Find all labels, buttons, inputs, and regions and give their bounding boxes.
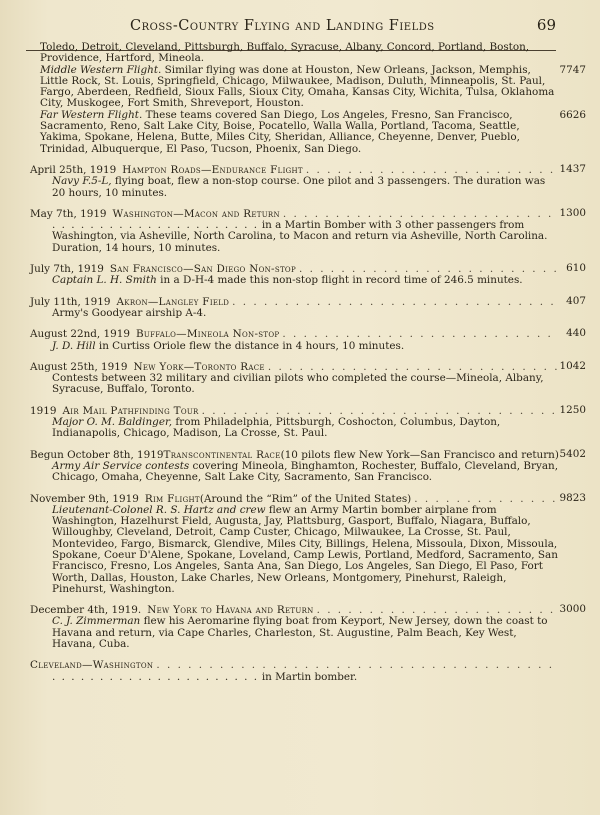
- entry-text: in Martin bomber.: [258, 670, 358, 683]
- running-header: [0, 14, 600, 38]
- flight-entry: [30, 359, 586, 396]
- far-western-miles: 6626: [559, 108, 586, 121]
- entry-miles: 1300: [559, 206, 586, 219]
- flight-entry: [30, 162, 586, 199]
- entry-description: [30, 176, 560, 199]
- entry-date: April 25th, 1919: [30, 163, 117, 176]
- entry-text: in Curtiss Oriole flew the distance in 4 hours, 10 minutes.: [95, 339, 405, 352]
- far-western-paragraph: [30, 108, 586, 155]
- entry-miles: 5402: [559, 447, 586, 460]
- entry-pilot: Major O. M. Baldinger,: [52, 416, 173, 429]
- entry-text: covering Mineola, Binghamton, Rochester, Buffalo, Cleveland, Bryan, Chicago, Omaha, Cheyenne, Salt Lake City, Sacramento, San Francisco.: [52, 459, 559, 484]
- entry-route: Cleveland—Washington: [30, 659, 154, 672]
- running-title: Cross-Country Flying and Landing Fields: [130, 18, 435, 34]
- flight-entries: [30, 162, 586, 683]
- entry-text: Contests between 32 military and civilian pilots who completed the course—Mineola, Albany, Syracuse, Buffalo, Toronto.: [52, 372, 544, 396]
- flight-entry: [30, 660, 560, 683]
- flight-entry: [30, 327, 586, 352]
- flight-entry: [30, 294, 586, 320]
- entry-description: [30, 461, 560, 484]
- entry-description: [30, 505, 560, 595]
- entry-description: [30, 341, 560, 352]
- entry-route: New York to Havana and Return: [147, 604, 314, 617]
- entry-description: [30, 373, 560, 396]
- entry-pilot: Captain L. H. Smith: [52, 274, 157, 287]
- entry-route: Akron—Langley Field: [116, 295, 230, 308]
- entry-text: flew his Aeromarine flying boat from Keyport, New Jersey, down the coast to Havana and return, via Cape Charles, Charleston, St. Augustine, Palm Beach, Key West, Havana, Cuba.: [52, 615, 548, 651]
- entry-pilot: J. D. Hill: [52, 339, 96, 352]
- middle-western-title: Middle Western Flight.: [40, 63, 162, 76]
- entry-description: [30, 275, 560, 286]
- entry-text: in a Martin Bomber with 3 other passengers from Washington, via Asheville, North Carolina, to Macon and return via Asheville, North Carolina. Duration, 14 hours, 10 minutes.: [52, 219, 548, 254]
- entry-miles: 440: [566, 327, 586, 340]
- entry-miles: 1042: [559, 359, 586, 372]
- entry-route-note: (10 pilots flew New York—San Francisco and return): [280, 448, 559, 461]
- middle-western-paragraph: [30, 63, 586, 110]
- entry-date: July 11th, 1919: [30, 295, 111, 308]
- entry-miles: 9823: [559, 491, 586, 504]
- entry-miles: 610: [566, 262, 586, 275]
- intro-block: [30, 41, 586, 155]
- blank-leader: . . . . . . . . . . . . . . . . . . . . . .: [52, 670, 259, 683]
- entry-miles: 1250: [559, 403, 586, 416]
- entry-description: [30, 220, 560, 254]
- flight-entry: [30, 262, 586, 287]
- entry-date: Begun October 8th, 1919: [30, 448, 164, 461]
- entry-pilot: Lieutenant-Colonel R. S. Hartz and crew: [52, 503, 266, 516]
- entry-text: flew an Army Martin bomber airplane from Washington, Hazelhurst Field, Augusta, Jay, Plattsburg, Gasport, Buffalo, Niagara, Buffalo, Willoughby, Cleveland, Detroit, Camp Custer, Chicago, Milwaukee, La Crosse, St. Paul, Montevideo, Fargo, Bismarck, Glendive, Miles City, Billings, Helena, Missoula, Dixon, Missoula, Spokane, Coeur D'Alene, Spokane, Loveland, Camp Lewis, Portland, Medford, Sacramento, San Francisco, Fresno, Los Angeles, Santa Ana, San Diego, Los Angeles, San Diego, El Paso, Fort Worth, Dallas, Houston, Lake Charles, New Orleans, Montgomery, Pinehurst, Raleigh, Pinehurst, Washington.: [52, 503, 558, 595]
- entry-description: [30, 672, 560, 683]
- page-content: [30, 41, 586, 689]
- entry-route: Transcontinental Race: [163, 448, 281, 461]
- entry-route: Rim Flight: [144, 492, 200, 505]
- entry-miles: 1437: [559, 162, 586, 175]
- entry-route: Air Mail Pathfinding Tour: [62, 404, 199, 417]
- entry-route: Washington—Macon and Return: [112, 207, 280, 220]
- entry-text: in a D-H-4 made this non-stop flight in record time of 246.5 minutes.: [156, 274, 523, 287]
- blank-leader: . . . . . . . . . . . . . . . . . . . . . .: [52, 219, 259, 232]
- entry-route: Buffalo—Mineola Non-stop: [135, 328, 280, 341]
- flight-entry: [30, 491, 586, 596]
- entry-description: [30, 417, 560, 440]
- intro-continuation: Toledo, Detroit, Cleveland, Pittsburgh, Buffalo, Syracuse, Albany, Concord, Portland, Boston, Providence, Hartford, Mineola.: [40, 41, 530, 65]
- flight-entry: [30, 447, 586, 484]
- entry-text: Army's Goodyear airship A-4.: [52, 306, 207, 319]
- entry-date: May 7th, 1919: [30, 207, 107, 220]
- entry-date: August 22nd, 1919: [30, 328, 130, 341]
- entry-miles: 3000: [559, 603, 586, 616]
- entry-text: flying boat, flew a non-stop course. One pilot and 3 passengers. The duration was 20 hours, 10 minutes.: [52, 175, 546, 199]
- entry-text: from Philadelphia, Pittsburgh, Coshocton, Columbus, Dayton, Indianapolis, Chicago, Madison, La Crosse, St. Paul.: [52, 416, 501, 440]
- flight-entry: [30, 403, 586, 440]
- entry-description: [30, 308, 560, 319]
- entry-route: New York—Toronto Race: [133, 360, 265, 373]
- entry-description: [30, 616, 560, 650]
- entry-date: August 25th, 1919: [30, 360, 128, 373]
- entry-date: July 7th, 1919: [30, 263, 104, 276]
- entry-date: November 9th, 1919: [30, 492, 139, 505]
- entry-route: San Francisco—San Diego Non-stop: [109, 263, 296, 276]
- flight-entry: [30, 603, 586, 651]
- middle-western-text: Similar flying was done at Houston, New Orleans, Jackson, Memphis, Little Rock, St. Louis, Springfield, Chicago, Milwaukee, Madison, Duluth, Minneapolis, St. Paul, Fargo, Aberdeen, Redfield, Sioux Falls, Sioux City, Omaha, Kansas City, Wichita, Tulsa, Oklahoma City, Muskogee, Fort Smith, Shreveport, Houston.: [40, 63, 555, 110]
- page-number: 69: [536, 16, 556, 34]
- middle-western-miles: 7747: [559, 63, 586, 76]
- far-western-text: These teams covered San Diego, Los Angeles, Fresno, San Francisco, Sacramento, Reno, Salt Lake City, Boise, Pocatello, Walla Walla, Portland, Tacoma, Seattle, Yakima, Spokane, Helena, Butte, Miles City, Sheridan, Alliance, Cheyenne, Denver, Pueblo, Trinidad, Albuquerque, El Paso, Tucson, Phoenix, San Diego.: [40, 108, 520, 155]
- entry-pilot: Army Air Service contests: [52, 459, 190, 472]
- entry-pilot: C. J. Zimmerman: [52, 615, 141, 628]
- far-western-title: Far Western Flight.: [40, 108, 143, 121]
- entry-pilot: Navy F.5-L,: [52, 175, 112, 188]
- flight-entry: [30, 206, 586, 254]
- entry-route-note: (Around the “Rim” of the United States): [199, 492, 412, 505]
- leader-dots: [232, 297, 557, 308]
- entry-miles: 407: [566, 294, 586, 307]
- entry-date: 1919: [30, 404, 57, 417]
- entry-date: December 4th, 1919.: [30, 604, 142, 617]
- entry-route: Hampton Roads—Endurance Flight: [122, 163, 303, 176]
